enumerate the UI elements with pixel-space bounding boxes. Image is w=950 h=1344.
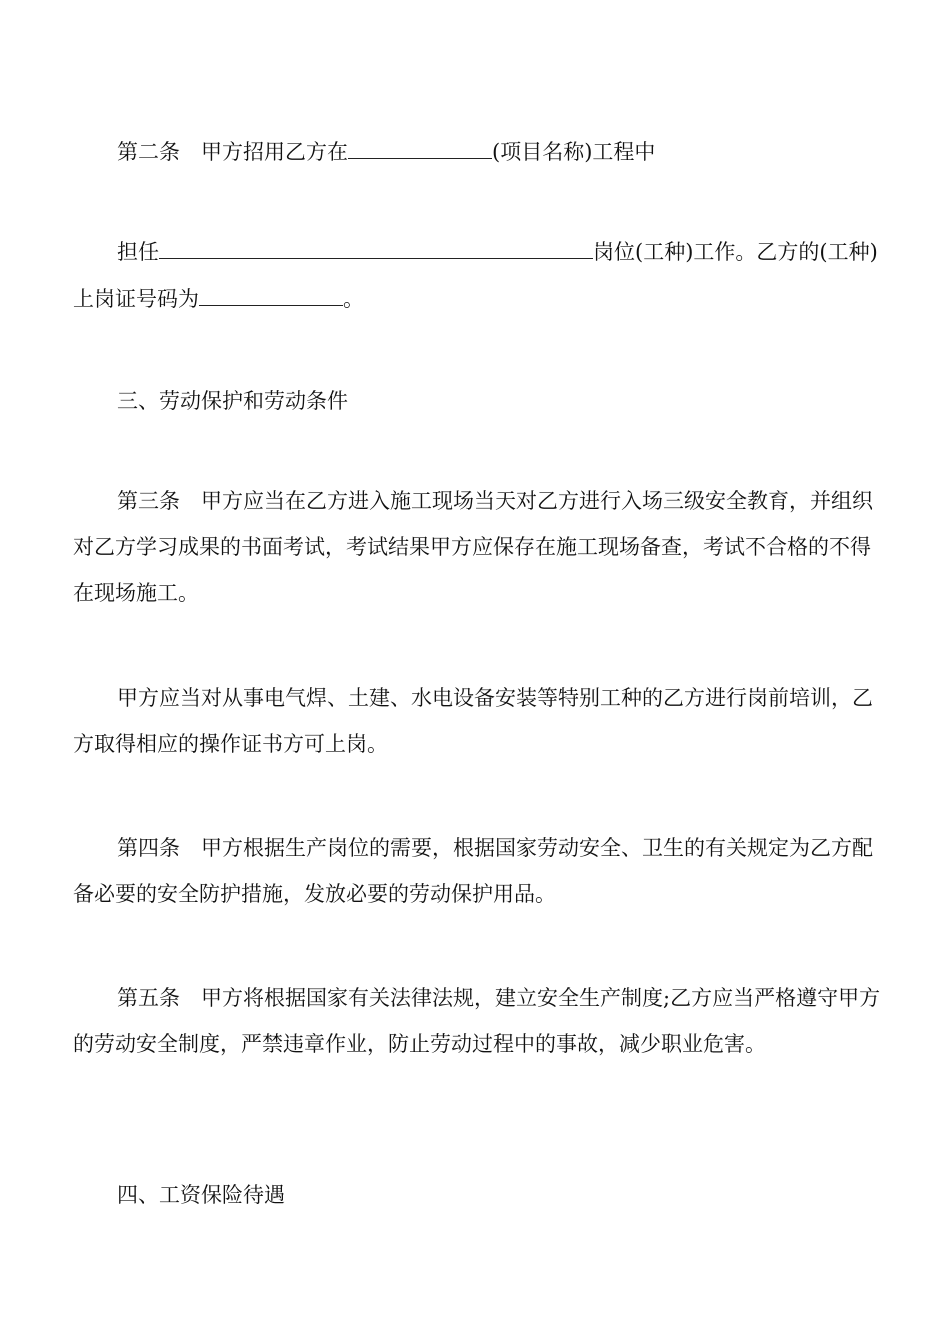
position-paragraph bbox=[73, 228, 883, 322]
position-blank bbox=[159, 228, 593, 259]
article-2-line bbox=[73, 128, 883, 175]
article-2-suffix: (项目名称)工程中 bbox=[492, 140, 656, 164]
article-4-paragraph: 第四条 甲方根据生产岗位的需要，根据国家劳动安全、卫生的有关规定为乙方配备必要的安全防护措施，发放必要的劳动保护用品。 bbox=[73, 836, 873, 906]
position-suffix: 。 bbox=[343, 287, 364, 311]
position-prefix: 担任 bbox=[117, 240, 159, 264]
article-5-paragraph: 第五条 甲方将根据国家有关法律法规，建立安全生产制度;乙方应当严格遵守甲方的劳动安全制度，严禁违章作业，防止劳动过程中的事故，减少职业危害。 bbox=[73, 986, 881, 1056]
article-2-prefix: 第二条 甲方招用乙方在 bbox=[117, 140, 348, 164]
section-3-heading: 三、劳动保护和劳动条件 bbox=[117, 389, 348, 413]
article-3-paragraph: 第三条 甲方应当在乙方进入施工现场当天对乙方进行入场三级安全教育，并组织对乙方学习成果的书面考试，考试结果甲方应保存在施工现场备查，考试不合格的不得在现场施工。 bbox=[73, 489, 873, 605]
training-paragraph: 甲方应当对从事电气焊、土建、水电设备安装等特别工种的乙方进行岗前培训，乙方取得相应的操作证书方可上岗。 bbox=[73, 686, 873, 756]
certificate-number-blank bbox=[199, 275, 343, 306]
position-middle: 岗位(工种)工作。乙方的(工种)上岗证号码为 bbox=[73, 240, 878, 311]
project-name-blank bbox=[348, 128, 492, 159]
section-4-heading: 四、工资保险待遇 bbox=[117, 1183, 285, 1207]
